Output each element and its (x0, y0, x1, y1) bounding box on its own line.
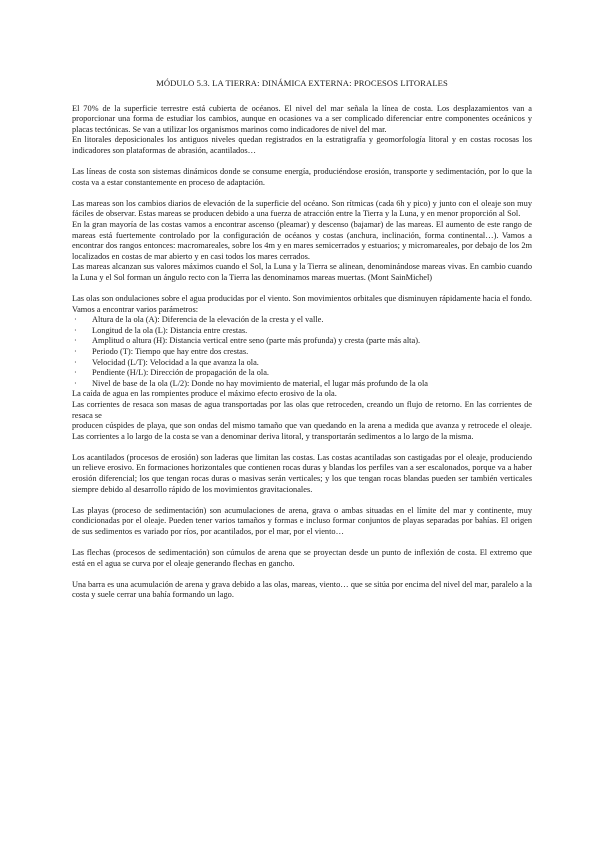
cliffs-paragraph: Los acantilados (procesos de erosión) son laderas que limitan las costas. Las costas acantiladas son castigadas por el oleaje, produciendo un relieve erosivo. En formaciones horizontales que contienen rocas duras y blandas los perfiles van a ser escalonados, porque va a haber erosión diferencial; los que tengan rocas duras o masivas serán verticales; y los que tengan rocas blandas pueden ser también verticales siempre debido al desarrollo rápido de los movimientos gravitacionales. (72, 452, 532, 494)
list-item: · Longitud de la ola (L): Distancia entre crestas. (72, 326, 532, 337)
tides-paragraph-2: En la gran mayoría de las costas vamos a encontrar ascenso (pleamar) y descenso (bajamar) de las mareas. El aumento de este rango de mareas está fuertemente controlado por la configuración de océanos y costas (anchura, inclinación, forma continental…). Vamos a encontrar dos rangos entonces: macromareales, sobre los 4m y en mares semicerrados y estuarios; y micromareales, por debajo de los 2m localizados en costas de mar abierto y en casi todos los mares cerrados. (72, 219, 532, 261)
breakers-paragraph: La caída de agua en las rompientes produce el máximo efecto erosivo de la ola. (72, 389, 337, 399)
coast-lines-paragraph: Las líneas de costa son sistemas dinámicos donde se consume energía, produciéndose erosión, transporte y sedimentación, por lo que la costa va a estar constantemente en proceso de adaptación. (72, 167, 532, 187)
list-item: · Altura de la ola (A): Diferencia de la elevación de la cresta y el valle. (72, 315, 532, 326)
beaches-paragraph: Las playas (proceso de sedimentación) son acumulaciones de arena, grava o ambas situadas en el límite del mar y continente, muy condicionadas por el oleaje. Pueden tener varios tamaños y formas e incluso formar conjuntos de playas separadas por bahías. El origen de sus sedimentos es variado por ríos, por acantilados, por el mar, por el viento… (72, 505, 532, 536)
beach-cusps-paragraph: producen cúspides de playa, que son ondas del mismo tamaño que van quedando en la arena a medida que avanza y retrocede el oleaje. Las corrientes a lo largo de la costa se van a denominar deriva litoral, y transportarán sedimentos a lo largo de la misma. (72, 421, 532, 441)
wave-parameters-list (72, 315, 532, 389)
tides-paragraph-3: Las mareas alcanzan sus valores máximos cuando el Sol, la Luna y la Tierra se alinean, denominándose mareas vivas. En cambio cuando la Luna y el Sol forman un ángulo recto con la Tierra las denominamos mareas muertas. (Mont SainMichel) (72, 262, 532, 282)
intro-paragraph-1: El 70% de la superficie terrestre está cubierta de océanos. El nivel del mar señala la línea de costa. Los desplazamientos van a proporcionar una forma de estudiar los cambios, aunque en ocasiones va a ser complicado diferenciar entre componentes oceánicos y placas tectónicas. Se van a utilizar los organismos marinos como indicadores de nivel del mar. (72, 103, 532, 134)
page-title: MÓDULO 5.3. LA TIERRA: DINÁMICA EXTERNA: PROCESOS LITORALES (156, 78, 448, 88)
list-item: · Periodo (T): Tiempo que hay entre dos crestas. (72, 347, 532, 358)
list-item: · Velocidad (L/T): Velocidad a la que avanza la ola. (72, 358, 532, 369)
tides-paragraph-1: Las mareas son los cambios diarios de elevación de la superficie del océano. Son rítmicas (cada 6h y pico) y junto con el oleaje son muy fáciles de observar. Estas mareas se producen debido a una fuerza de atracción entre la Tierra y la Luna, y en menor proporción al Sol. (72, 198, 532, 219)
waves-intro-paragraph: Las olas son ondulaciones sobre el agua producidas por el viento. Son movimientos orbitales que disminuyen rápidamente hacia el fondo. Vamos a encontrar varios parámetros: (72, 294, 532, 314)
list-item: · Amplitud o altura (H): Distancia vertical entre seno (parte más profunda) y cresta (parte más alta). (72, 336, 532, 347)
spits-paragraph: Las flechas (procesos de sedimentación) son cúmulos de arena que se proyectan desde un punto de inflexión de costa. El extremo que está en el agua se curva por el oleaje generando flechas en gancho. (72, 547, 532, 568)
document-page (72, 78, 532, 601)
list-item: · Pendiente (H/L): Dirección de propagación de la ola. (72, 368, 532, 379)
rip-currents-paragraph: Las corrientes de resaca son masas de agua transportadas por las olas que retroceden, creando un flujo de retorno. En las corrientes de resaca se (72, 399, 532, 420)
intro-paragraph-2: En litorales deposicionales los antiguos niveles quedan registrados en la estratigrafía y geomorfología litoral y en costas rocosas los indicadores son plataformas de abrasión, acantilados… (72, 135, 532, 155)
bars-paragraph: Una barra es una acumulación de arena y grava debido a las olas, mareas, viento… que se sitúa por encima del nivel del mar, paralelo a la costa y suele cerrar una bahía formando un lago. (72, 579, 533, 600)
list-item: · Nivel de base de la ola (L/2): Donde no hay movimiento de material, el lugar más profundo de la ola (72, 379, 532, 390)
